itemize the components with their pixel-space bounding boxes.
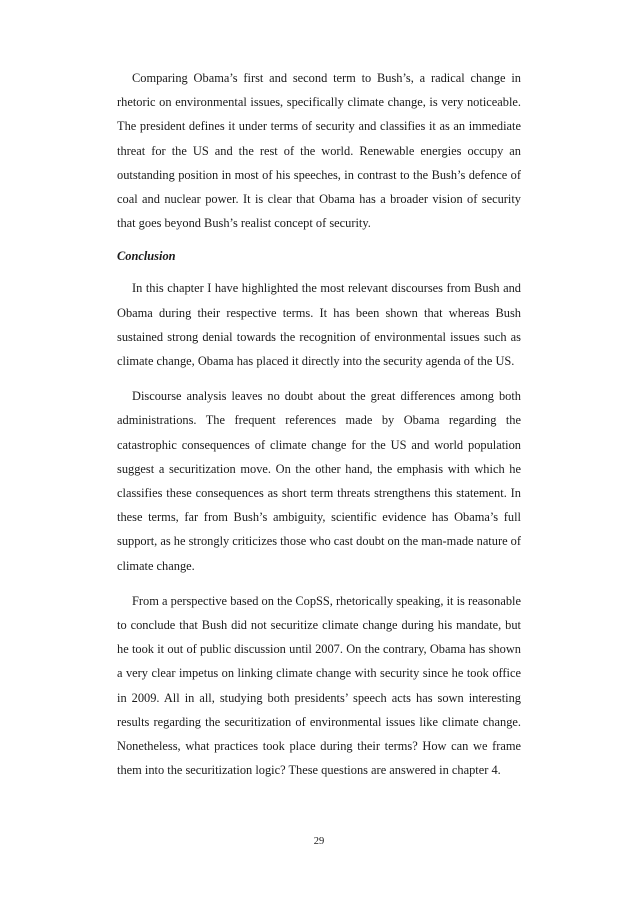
paragraph-comparison: Comparing Obama’s first and second term to Bush’s, a radical change in rhetoric on environmental issues, specifically climate change, is very noticeable. The president defines it under terms of security and classifies it as an immediate threat for the US and the rest of the world. Renewable energies occupy an outstanding position in most of his speeches, in contrast to the Bush’s defence of coal and nuclear power. It is clear that Obama has a broader vision of security that goes beyond Bush’s realist concept of security. — [117, 71, 521, 231]
paragraph-discourse-analysis: Discourse analysis leaves no doubt about the great differences among both administrations. The frequent references made by Obama regarding the catastrophic consequences of climate change for the US and world population suggest a securitization move. On the other hand, the emphasis with which he classifies these consequences as short term threats strengthens this statement. In these terms, far from Bush’s ambiguity, scientific evidence has Obama’s full support, as he strongly criticizes those who cast doubt on the man-made nature of climate change. — [117, 389, 521, 573]
paragraph-copss-perspective: From a perspective based on the CopSS, rhetorically speaking, it is reasonable to conclude that Bush did not securitize climate change during his mandate, but he took it out of public discussion until 2007. On the contrary, Obama has shown a very clear impetus on linking climate change with security since he took office in 2009. All in all, studying both presidents’ speech acts has sown interesting results regarding the securitization of environmental issues like climate change. Nonetheless, what practices took place during their terms? How can we frame them into the securitization logic? These questions are answered in chapter 4. — [117, 593, 521, 778]
page-number: 29 — [313, 836, 325, 847]
page-body — [117, 66, 521, 782]
section-heading-conclusion: Conclusion — [117, 249, 176, 264]
paragraph-chapter-summary: In this chapter I have highlighted the most relevant discourses from Bush and Obama during their respective terms. It has been shown that whereas Bush sustained strong denial towards the recognition of environmental issues such as climate change, Obama has placed it directly into the security agenda of the US. — [117, 281, 521, 369]
